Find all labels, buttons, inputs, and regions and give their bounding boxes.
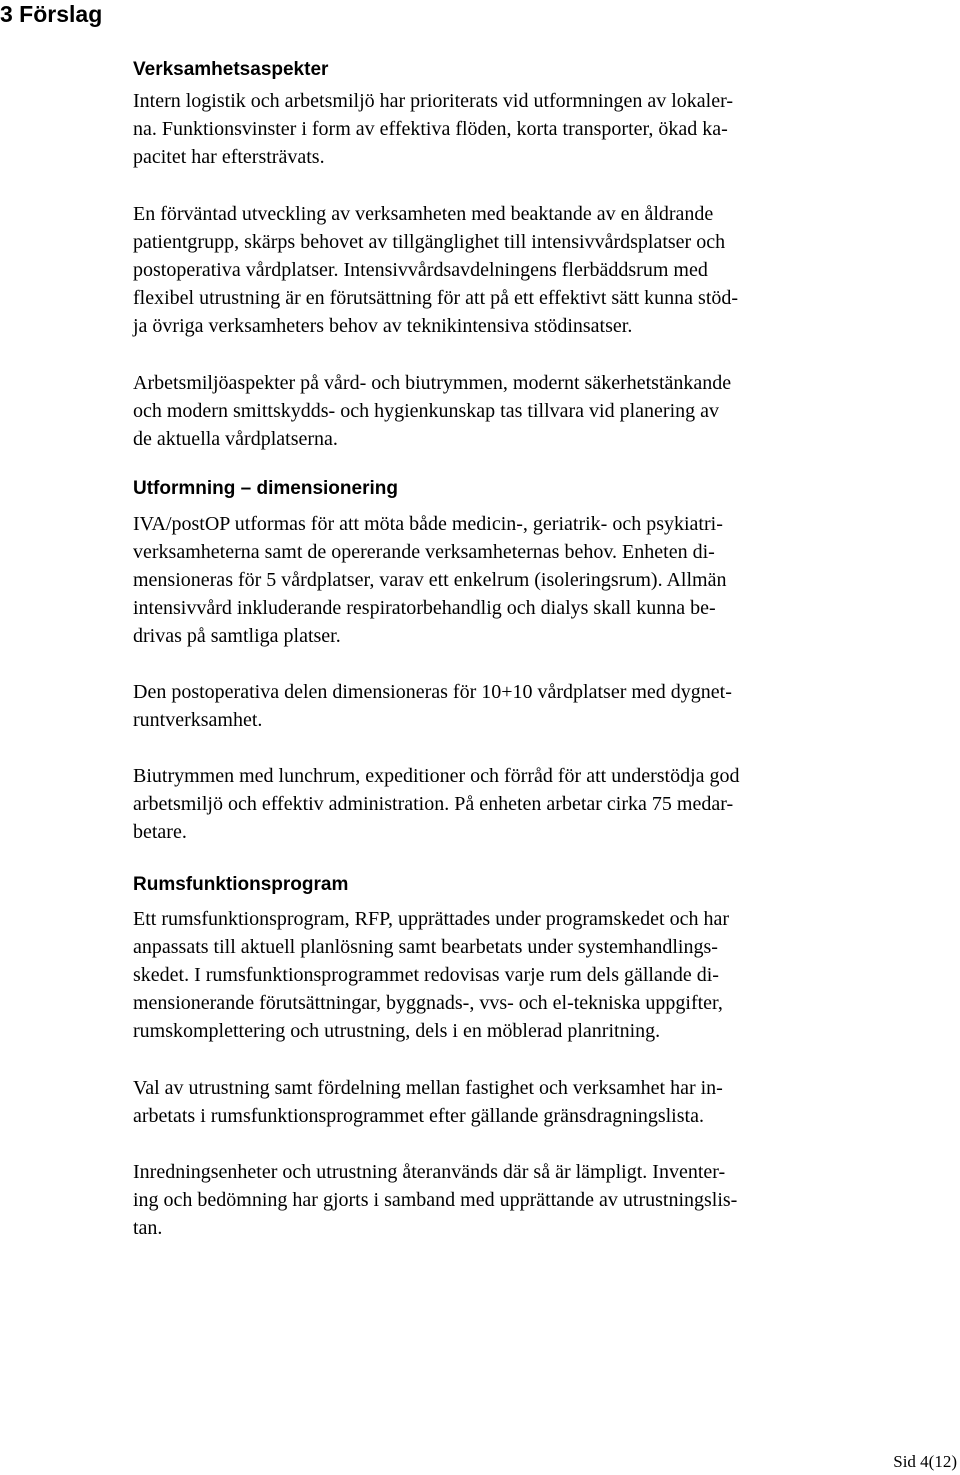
text-line: Intern logistik och arbetsmiljö har prioriterats vid utformningen av lokaler- [133, 90, 733, 112]
text-line: Den postoperativa delen dimensioneras för 10+10 vårdplatser med dygnet- [133, 681, 732, 703]
page-number: Sid 4(12) [893, 1452, 957, 1471]
paragraph [133, 678, 873, 734]
text-line: mensionerande förutsättningar, byggnads-, vvs- och el-tekniska uppgifter, [133, 992, 723, 1014]
text-line: arbetats i rumsfunktionsprogrammet efter gällande gränsdragningslista. [133, 1105, 704, 1127]
text-line: ja övriga verksamheters behov av teknikintensiva stödinsatser. [133, 315, 633, 337]
text-line: runtverksamhet. [133, 709, 263, 731]
text-line: tan. [133, 1217, 163, 1239]
text-line: betare. [133, 821, 187, 843]
text-line: skedet. I rumsfunktionsprogrammet redovisas varje rum dels gällande di- [133, 964, 719, 986]
text-line: anpassats till aktuell planlösning samt bearbetats under systemhandlings- [133, 936, 718, 958]
text-line: de aktuella vårdplatserna. [133, 428, 338, 450]
text-line: na. Funktionsvinster i form av effektiva flöden, korta transporter, ökad ka- [133, 118, 728, 140]
text-line: och modern smittskydds- och hygienkunskap tas tillvara vid planering av [133, 400, 719, 422]
text-line: verksamheterna samt de opererande verksamheternas behov. Enheten di- [133, 541, 715, 563]
text-line: IVA/postOP utformas för att möta både medicin-, geriatrik- och psykiatri- [133, 513, 723, 535]
text-line: patientgrupp, skärps behovet av tillgänglighet till intensivvårdsplatser och [133, 231, 726, 253]
paragraph [133, 87, 873, 171]
text-line: postoperativa vårdplatser. Intensivvårdsavdelningens flerbäddsrum med [133, 259, 708, 281]
text-line: En förväntad utveckling av verksamheten med beaktande av en åldrande [133, 203, 714, 225]
paragraph [133, 762, 873, 846]
text-line: Ett rumsfunktionsprogram, RFP, upprättades under programskedet och har [133, 908, 729, 930]
text-line: ing och bedömning har gjorts i samband med upprättande av utrustningslis- [133, 1189, 738, 1211]
section-heading-utformning-dimensionering: Utformning – dimensionering [133, 478, 398, 499]
section-heading-rumsfunktionsprogram: Rumsfunktionsprogram [133, 874, 349, 895]
text-line: intensivvård inkluderande respiratorbehandlig och dialys skall kunna be- [133, 597, 716, 619]
paragraph [133, 905, 873, 1045]
document-body [133, 57, 873, 1242]
section-heading-verksamhetsaspekter: Verksamhetsaspekter [133, 59, 329, 80]
text-line: drivas på samtliga platser. [133, 625, 341, 647]
text-line: arbetsmiljö och effektiv administration. På enheten arbetar cirka 75 medar- [133, 793, 734, 815]
text-line: mensioneras för 5 vårdplatser, varav ett enkelrum (isoleringsrum). Allmän [133, 569, 727, 591]
text-line: flexibel utrustning är en förutsättning för att på ett effektivt sätt kunna stöd- [133, 287, 739, 309]
text-line: pacitet har eftersträvats. [133, 146, 325, 168]
text-line: Val av utrustning samt fördelning mellan fastighet och verksamhet har in- [133, 1077, 723, 1099]
text-line: Biutrymmen med lunchrum, expeditioner och förråd för att understödja god [133, 765, 740, 787]
paragraph [133, 1074, 873, 1130]
chapter-title: 3 Förslag [0, 1, 103, 27]
text-line: rumskomplettering och utrustning, dels i en möblerad planritning. [133, 1020, 661, 1042]
paragraph [133, 200, 873, 340]
paragraph [133, 510, 873, 650]
paragraph [133, 369, 873, 453]
text-line: Arbetsmiljöaspekter på vård- och biutrymmen, modernt säkerhetstänkande [133, 372, 732, 394]
paragraph [133, 1158, 873, 1242]
text-line: Inredningsenheter och utrustning återanvänds där så är lämpligt. Inventer- [133, 1161, 726, 1183]
